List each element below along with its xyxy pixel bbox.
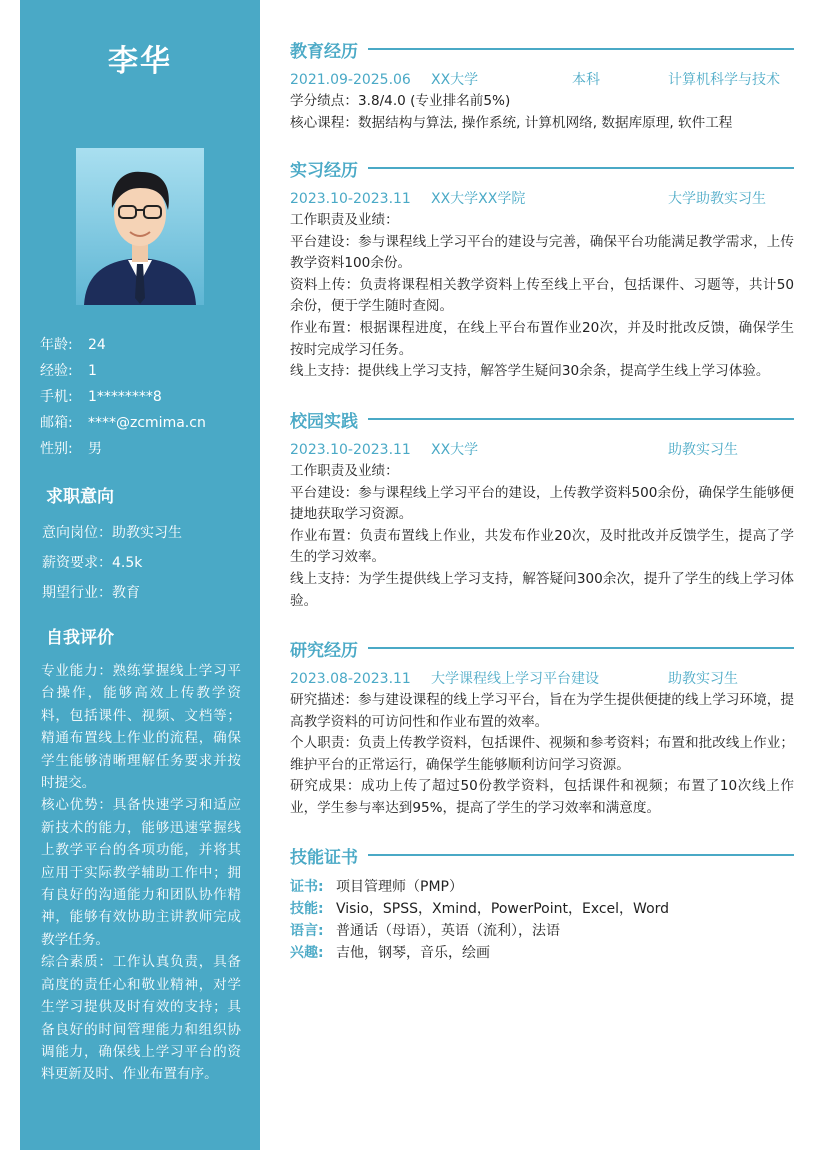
section-header	[290, 38, 794, 60]
entry-line: 学分绩点：3.8/4.0 (专业排名前5%)	[290, 93, 511, 109]
entry-line: 工作职责及业绩：	[290, 463, 399, 479]
skill-interests: 兴趣: 吉他，钢琴，音乐，绘画	[290, 945, 490, 961]
entry-line: 核心课程：数据结构与算法, 操作系统, 计算机网络, 数据库原理, 软件工程	[290, 114, 733, 131]
entry-date: 2023.10-2023.11	[290, 191, 411, 207]
entry-org: XX大学	[431, 442, 479, 458]
entry-line: 作业布置：负责布置线上作业，共发布作业20次，及时批改并反馈学生，提高了学生的学习效率。	[290, 527, 794, 566]
job-intent	[42, 522, 182, 612]
section-header	[290, 157, 794, 179]
entry-body	[290, 690, 794, 820]
entry-org: 大学课程线上学习平台建设	[431, 671, 599, 687]
self-eval-title: 自我评价	[46, 628, 114, 648]
entry-line: 个人职责：负责上传教学资料，包括课件、视频和参考资料；布置和批改线上作业；维护平台的正常运行，确保学生能够顺利访问学习资源。	[290, 735, 794, 773]
intent-position: 意向岗位：助教实习生	[42, 525, 182, 541]
profile-photo	[76, 148, 204, 305]
info-gender: 性别: 男	[40, 441, 102, 457]
entry-degree: 本科	[572, 72, 600, 88]
divider	[368, 418, 794, 420]
entry-line: 资料上传：负责将课程相关教学资料上传至线上平台，包括课件、习题等，共计50余份，便于学生随时查阅。	[290, 276, 794, 315]
candidate-name: 李华	[108, 44, 172, 79]
intent-industry: 期望行业：教育	[42, 585, 140, 601]
entry-body	[290, 91, 794, 134]
entry-role: 助教实习生	[668, 442, 738, 458]
entry-meta	[290, 69, 794, 91]
section-header	[290, 408, 794, 430]
section-title: 校园实践	[290, 411, 358, 432]
divider	[368, 167, 794, 169]
campus-section	[290, 408, 794, 612]
entry-role: 助教实习生	[668, 671, 738, 687]
sidebar	[20, 0, 260, 1150]
entry-role: 大学助教实习生	[668, 191, 766, 207]
entry-line: 作业布置：根据课程进度，在线上平台布置作业20次，并及时批改反馈，确保学生按时完成学习任务。	[290, 319, 794, 358]
entry-line: 线上支持：提供线上学习支持，解答学生疑问30余条，提高学生线上学习体验。	[290, 363, 770, 380]
divider	[368, 854, 794, 856]
section-title: 教育经历	[290, 41, 358, 62]
entry-org: XX大学	[431, 72, 479, 88]
internship-section	[290, 157, 794, 383]
info-email: 邮箱: ****@zcmima.cn	[40, 415, 206, 431]
entry-body	[290, 461, 794, 612]
skill-certificates: 证书: 项目管理师（PMP）	[290, 879, 463, 895]
intent-salary: 薪资要求：4.5k	[42, 555, 143, 571]
self-evaluation	[41, 660, 241, 1086]
divider	[368, 647, 794, 649]
section-header	[290, 844, 794, 866]
info-phone: 手机: 1********8	[40, 389, 162, 405]
entry-date: 2021.09-2025.06	[290, 72, 411, 88]
self-eval-paragraph: 核心优势：具备快速学习和适应新技术的能力，能够迅速掌握线上教学平台的各项功能，并将其应用于实际教学辅助工作中；拥有良好的沟通能力和团队协作精神，能够有效协助主讲教师完成教学任务。	[41, 797, 241, 948]
skills-section	[290, 844, 794, 964]
entry-meta	[290, 439, 794, 461]
section-title: 研究经历	[290, 640, 358, 661]
info-age: 年龄: 24	[40, 337, 106, 353]
skill-tools: 技能: Visio，SPSS，Xmind，PowerPoint，Excel，Word	[290, 901, 670, 917]
self-eval-paragraph: 专业能力：熟练掌握线上学习平台操作，能够高效上传教学资料，包括课件、视频、文档等；精通布置线上作业的流程，确保学生能够清晰理解任务要求并按时提交。	[41, 663, 241, 792]
skill-languages: 语言: 普通话（母语），英语（流利），法语	[290, 923, 560, 939]
entry-line: 平台建设：参与课程线上学习平台的建设与完善，确保平台功能满足教学需求，上传教学资料100余份。	[290, 233, 794, 272]
intent-title: 求职意向	[46, 487, 114, 507]
entry-line: 研究描述：参与建设课程的线上学习平台，旨在为学生提供便捷的线上学习环境，提高教学资料的可访问性和作业布置的效率。	[290, 692, 794, 730]
entry-line: 线上支持：为学生提供线上学习支持，解答疑问300余次，提升了学生的线上学习体验。	[290, 570, 794, 609]
basic-info	[40, 335, 206, 465]
info-experience: 经验: 1	[40, 363, 97, 379]
entry-line: 研究成果：成功上传了超过50份教学资料，包括课件和视频；布置了10次线上作业，学生参与率达到95%，提高了学生的学习效率和满意度。	[290, 778, 794, 816]
entry-major: 计算机科学与技术	[668, 72, 780, 88]
research-section	[290, 637, 794, 820]
entry-line: 平台建设：参与课程线上学习平台的建设，上传教学资料500余份，确保学生能够便捷地获取学习资源。	[290, 484, 794, 523]
entry-meta	[290, 668, 794, 690]
entry-body	[290, 210, 794, 383]
skills-list	[290, 876, 794, 964]
entry-meta	[290, 188, 794, 210]
divider	[368, 48, 794, 50]
section-title: 技能证书	[290, 847, 358, 868]
education-section	[290, 38, 794, 134]
entry-org: XX大学XX学院	[431, 191, 526, 207]
section-header	[290, 637, 794, 659]
entry-date: 2023.10-2023.11	[290, 442, 411, 458]
entry-line: 工作职责及业绩：	[290, 212, 399, 228]
self-eval-paragraph: 综合素质：工作认真负责，具备高度的责任心和敬业精神，对学生学习提供及时有效的支持；具备良好的时间管理能力和组织协调能力，确保线上学习平台的资料更新及时、作业布置有序。	[41, 954, 241, 1083]
section-title: 实习经历	[290, 160, 358, 181]
entry-date: 2023.08-2023.11	[290, 671, 411, 687]
